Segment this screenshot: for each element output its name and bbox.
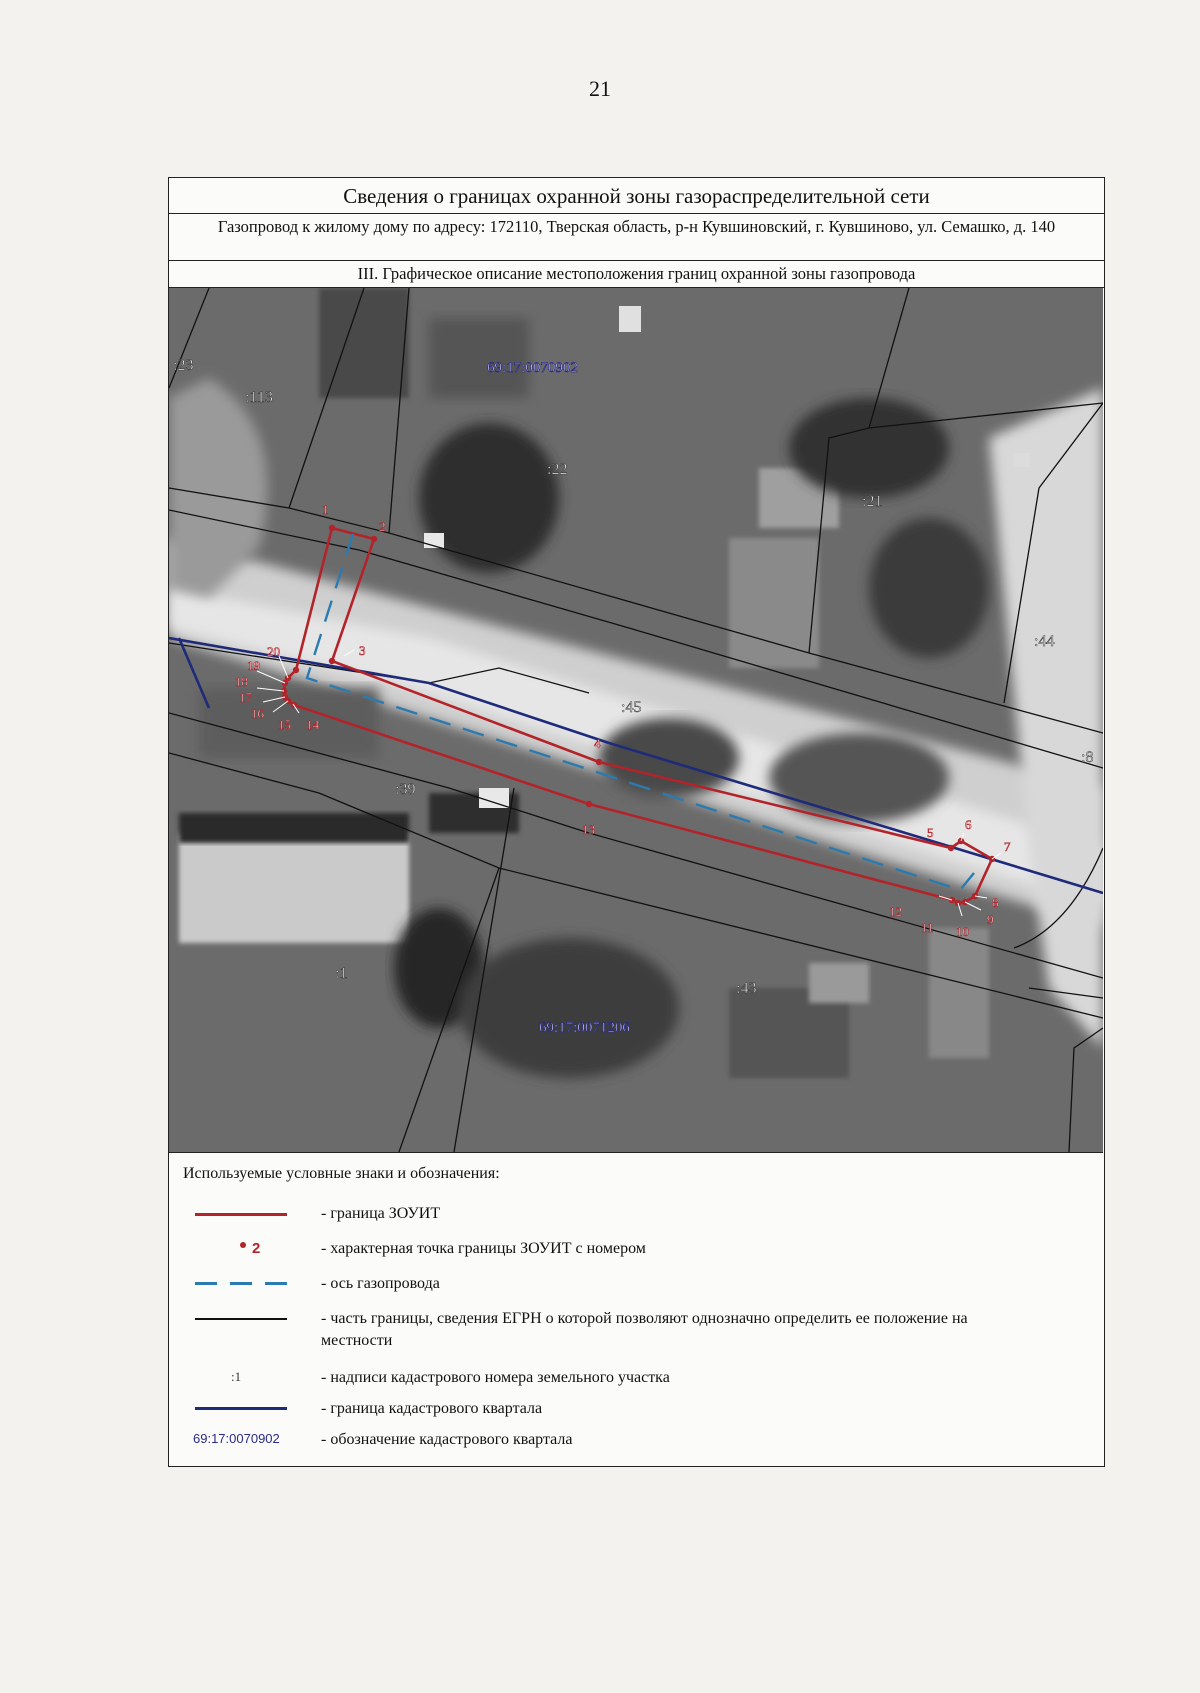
- boundary-point-2: [371, 536, 377, 542]
- point-label-9: 9: [987, 912, 994, 927]
- boundary-point-5: [948, 845, 954, 851]
- legend-text: - надписи кадастрового номера земельного участка: [321, 1369, 670, 1386]
- parcel-label-44: :44: [1034, 633, 1055, 650]
- legend-symbol-black-line: [183, 1304, 313, 1334]
- legend-cadastral-sample: :1: [231, 1369, 242, 1384]
- boundary-point-20: [293, 667, 299, 673]
- point-label-8: 8: [992, 895, 999, 910]
- point-label-12: 12: [889, 904, 902, 919]
- legend-text: - ось газопровода: [321, 1275, 440, 1292]
- legend-symbol-blue-dash: [183, 1269, 313, 1299]
- boundary-point-3: [329, 658, 335, 664]
- point-label-6: 6: [965, 817, 972, 832]
- legend-point-sample: 2: [252, 1240, 261, 1257]
- point-label-1: 1: [322, 502, 329, 517]
- point-label-18: 18: [235, 674, 248, 689]
- point-label-17: 17: [239, 690, 252, 705]
- legend-row-egrn-boundary: [169, 1304, 1099, 1349]
- parcel-label-1: :1: [335, 965, 348, 982]
- point-label-3: 3: [359, 643, 366, 658]
- legend-row-zone-boundary: [169, 1199, 1099, 1229]
- point-label-13: 13: [582, 822, 595, 837]
- legend-text: - часть границы, сведения ЕГРН о которой позволяют однозначно определить ее положение на местности: [321, 1310, 968, 1349]
- parcel-label-22: :22: [547, 461, 568, 478]
- legend-row-quarter-border: [169, 1394, 1099, 1424]
- legend-row-pipeline-axis: [169, 1269, 1099, 1299]
- boundary-point-1: [329, 525, 335, 531]
- point-label-10: 10: [956, 924, 969, 939]
- legend-symbol-navy-line: [183, 1394, 313, 1424]
- legend-text: - характерная точка границы ЗОУИТ с номером: [321, 1240, 646, 1257]
- legend-row-boundary-point: [169, 1234, 1099, 1264]
- legend: [169, 1153, 1104, 1463]
- boundary-point-4: [596, 759, 602, 765]
- point-label-14: 14: [306, 717, 319, 732]
- legend-text: - граница кадастрового квартала: [321, 1400, 543, 1417]
- page-number: 21: [589, 76, 611, 101]
- point-label-7: 7: [1004, 839, 1011, 854]
- legend-symbol-quarter-number: [183, 1425, 313, 1455]
- legend-quarter-sample: 69:17:0070902: [193, 1431, 280, 1446]
- quarter-label-0071206: 69:17:0071206: [539, 1020, 630, 1036]
- legend-title: Используемые условные знаки и обозначения:: [183, 1165, 500, 1182]
- point-label-5: 5: [927, 825, 934, 840]
- parcel-label-43: :43: [736, 980, 757, 997]
- parcel-label-113: :113: [245, 389, 273, 406]
- point-label-15: 15: [278, 717, 291, 732]
- zone-info-frame: [168, 177, 1105, 1467]
- legend-symbol-red-point: [183, 1234, 313, 1264]
- point-label-4: 4: [594, 736, 601, 751]
- boundary-point-13: [586, 801, 592, 807]
- legend-text: - граница ЗОУИТ: [321, 1205, 441, 1222]
- document-title: Сведения о границах охранной зоны газораспределительной сети: [169, 178, 1104, 214]
- legend-row-cadastral-number: [169, 1363, 1099, 1393]
- section-title: III. Графическое описание местоположения границ охранной зоны газопровода: [169, 261, 1104, 288]
- map-area[interactable]: [169, 288, 1103, 1153]
- parcel-label-39: :39: [395, 781, 416, 798]
- point-label-11: 11: [921, 920, 934, 935]
- parcel-label-23: :23: [173, 357, 194, 374]
- legend-text: - обозначение кадастрового квартала: [321, 1431, 573, 1448]
- parcel-label-45: :45: [621, 699, 642, 716]
- map-svg: [169, 288, 1103, 1152]
- legend-row-quarter-number: [169, 1425, 1099, 1455]
- point-label-16: 16: [251, 706, 264, 721]
- parcel-label-8: :8: [1081, 749, 1094, 766]
- object-description: Газопровод к жилому дому по адресу: 172110, Тверская область, р-н Кувшиновский, г. Кувшиново, ул. Семашко, д. 140: [169, 214, 1104, 261]
- parcel-label-21: :21: [862, 493, 883, 510]
- legend-symbol-red-line: [183, 1199, 313, 1229]
- quarter-label-0070902: 69:17:0070902: [487, 360, 578, 376]
- legend-symbol-cadastral-number: [183, 1363, 313, 1393]
- point-label-19: 19: [247, 658, 260, 673]
- point-label-2: 2: [379, 519, 386, 534]
- point-label-20: 20: [267, 644, 280, 659]
